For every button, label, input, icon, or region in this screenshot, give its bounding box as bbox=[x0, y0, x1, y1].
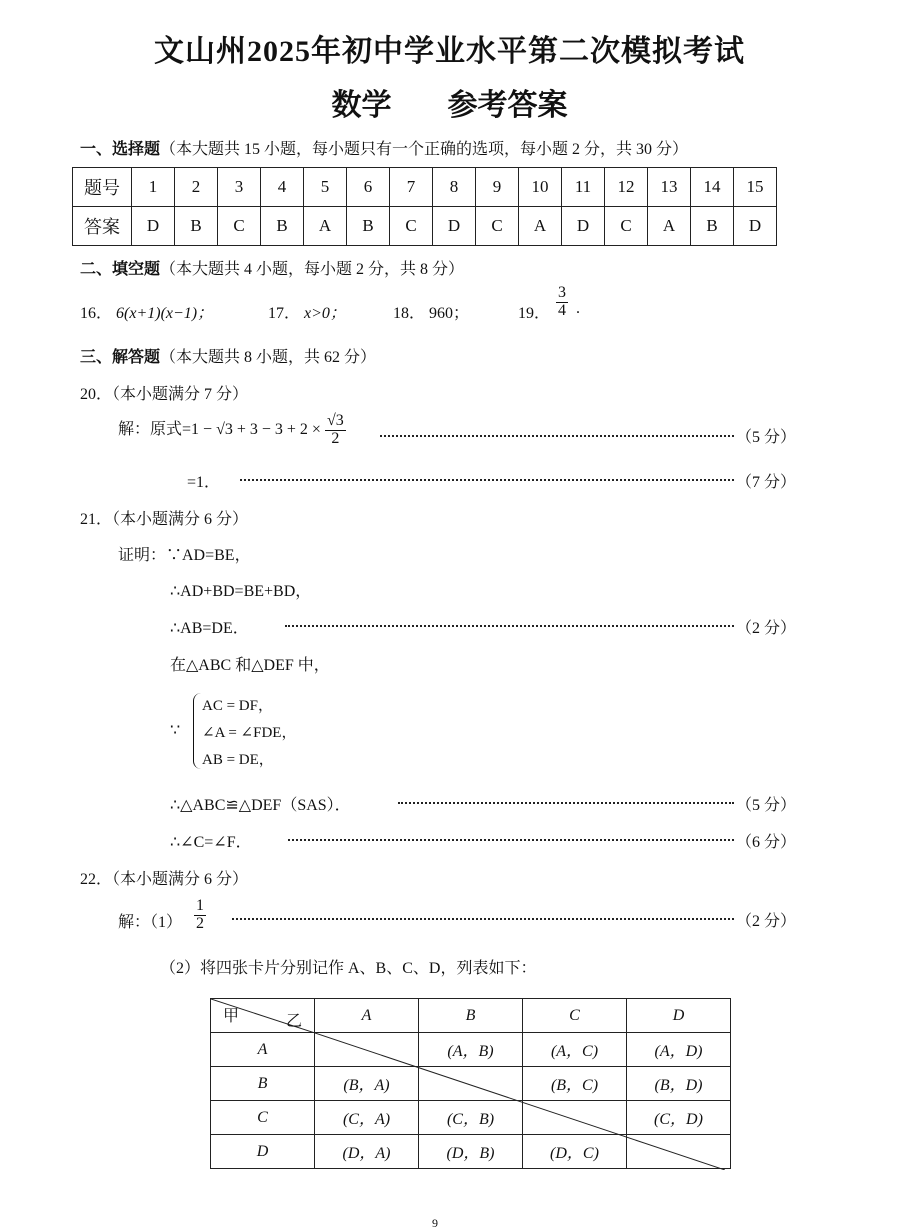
corner-row-header: 甲 bbox=[223, 1008, 240, 1025]
q18-number: 18． bbox=[393, 305, 426, 322]
dotted-leader bbox=[232, 918, 734, 920]
q17-value: x>0； bbox=[304, 305, 346, 322]
section-3-note: （本大题共 8 小题，共 62 分） bbox=[160, 349, 377, 366]
section-1-note: （本大题共 15 小题，每小题只有一个正确的选项，每小题 2 分，共 30 分） bbox=[160, 141, 689, 158]
column-header: A bbox=[315, 999, 419, 1033]
table-cell: (B，C) bbox=[523, 1067, 627, 1101]
table-row bbox=[73, 207, 777, 246]
q19-fraction bbox=[556, 285, 568, 320]
question-number: 13 bbox=[648, 168, 691, 207]
question-number: 8 bbox=[433, 168, 476, 207]
q22-part1-label: 解：（1） bbox=[118, 914, 183, 931]
section-2-heading bbox=[80, 256, 464, 279]
fraction-denominator: 2 bbox=[196, 914, 204, 932]
dotted-leader bbox=[288, 839, 734, 841]
because-symbol: ∵ bbox=[170, 722, 181, 739]
answer-cell: A bbox=[648, 207, 691, 246]
q20-title: 20．（本小题满分 7 分） bbox=[80, 386, 249, 403]
table-cell: (A，C) bbox=[523, 1033, 627, 1067]
answer-cell: D bbox=[562, 207, 605, 246]
q22-title: 22．（本小题满分 6 分） bbox=[80, 871, 249, 888]
answer-cell: B bbox=[261, 207, 304, 246]
section-3-heading bbox=[80, 344, 376, 367]
section-2-note: （本大题共 4 小题，每小题 2 分，共 8 分） bbox=[160, 261, 465, 278]
question-number: 5 bbox=[304, 168, 347, 207]
answer-cell: A bbox=[519, 207, 562, 246]
question-number: 6 bbox=[347, 168, 390, 207]
corner-cell bbox=[211, 999, 315, 1033]
table-cell: (D，C) bbox=[523, 1135, 627, 1169]
system-line-3: AB = DE， bbox=[202, 752, 274, 768]
page-title: 文山州2025年初中学业水平第二次模拟考试 bbox=[154, 35, 745, 68]
score-label: （7 分） bbox=[736, 474, 797, 491]
score-label: （2 分） bbox=[736, 913, 797, 930]
question-number: 7 bbox=[390, 168, 433, 207]
column-header: B bbox=[419, 999, 523, 1033]
section-2-title: 二、填空题 bbox=[80, 261, 161, 278]
table-cell: (B，A) bbox=[315, 1067, 419, 1101]
row-label-answer: 答案 bbox=[73, 207, 132, 246]
table-cell: (C，A) bbox=[315, 1101, 419, 1135]
question-number: 9 bbox=[476, 168, 519, 207]
fraction-numerator: 1 bbox=[196, 897, 204, 914]
q18-value: 960； bbox=[429, 305, 470, 322]
table-cell: (D，A) bbox=[315, 1135, 419, 1169]
brace bbox=[193, 693, 202, 769]
section-3-title: 三、解答题 bbox=[80, 349, 161, 366]
q21-line1: 证明：∵AD=BE， bbox=[118, 547, 251, 564]
question-number: 15 bbox=[734, 168, 777, 207]
column-header: C bbox=[523, 999, 627, 1033]
row-label-number: 题号 bbox=[73, 168, 132, 207]
page-number: 9 bbox=[432, 1216, 438, 1230]
q17-number: 17． bbox=[268, 305, 301, 322]
answer-cell: B bbox=[347, 207, 390, 246]
table-cell: (C，D) bbox=[627, 1101, 731, 1135]
question-number: 2 bbox=[175, 168, 218, 207]
q20-line2: =1． bbox=[187, 474, 221, 491]
answer-cell: C bbox=[476, 207, 519, 246]
choice-answer-table bbox=[72, 167, 777, 246]
dotted-leader bbox=[398, 802, 734, 804]
q16-value: 6(x+1)(x−1)； bbox=[116, 305, 214, 322]
table-cell: (D，B) bbox=[419, 1135, 523, 1169]
column-header: D bbox=[627, 999, 731, 1033]
q21-line5: ∴△ABC≌△DEF（SAS）． bbox=[170, 797, 351, 814]
q16-answer bbox=[80, 300, 213, 323]
table-cell: (C，B) bbox=[419, 1101, 523, 1135]
table-cell: (B，D) bbox=[627, 1067, 731, 1101]
q21-line3: ∴AB=DE． bbox=[170, 620, 249, 637]
row-header: D bbox=[211, 1135, 315, 1169]
answer-cell: C bbox=[390, 207, 433, 246]
question-number: 11 bbox=[562, 168, 605, 207]
answer-cell: C bbox=[605, 207, 648, 246]
table-cell: (A，B) bbox=[419, 1033, 523, 1067]
q20-fraction bbox=[325, 413, 346, 448]
row-header: A bbox=[211, 1033, 315, 1067]
q19-number: 19． bbox=[518, 305, 551, 322]
question-number: 3 bbox=[218, 168, 261, 207]
fraction-denominator: 4 bbox=[558, 301, 566, 319]
q20-line1 bbox=[118, 413, 346, 448]
dotted-leader bbox=[285, 625, 734, 627]
table-row bbox=[73, 168, 777, 207]
q17-answer bbox=[268, 300, 346, 323]
answer-cell: D bbox=[734, 207, 777, 246]
question-number: 1 bbox=[132, 168, 175, 207]
q21-line4: 在△ABC 和△DEF 中， bbox=[170, 657, 330, 674]
q18-answer bbox=[393, 300, 469, 323]
q22-part1-fraction bbox=[194, 898, 206, 933]
q20-sqrt: √3 bbox=[216, 420, 233, 438]
dotted-leader bbox=[380, 435, 734, 437]
question-number: 14 bbox=[691, 168, 734, 207]
q20-expr-mid: + 3 − 3 + 2 × bbox=[232, 420, 325, 438]
dotted-leader bbox=[240, 479, 734, 481]
corner-col-header: 乙 bbox=[285, 1013, 302, 1030]
fraction bbox=[556, 285, 568, 320]
answer-cell: A bbox=[304, 207, 347, 246]
q20-expr-start: 解：原式=1 − bbox=[118, 420, 217, 438]
fraction-denominator: 2 bbox=[331, 429, 340, 447]
answer-cell: B bbox=[175, 207, 218, 246]
section-1-heading bbox=[80, 136, 688, 159]
system-line-2: ∠A = ∠FDE， bbox=[202, 725, 297, 741]
question-number: 10 bbox=[519, 168, 562, 207]
section-1-title: 一、选择题 bbox=[80, 141, 161, 158]
q16-number: 16． bbox=[80, 305, 113, 322]
score-label: （5 分） bbox=[736, 797, 797, 814]
q21-line2: ∴AD+BD=BE+BD， bbox=[170, 583, 312, 600]
answer-cell: D bbox=[433, 207, 476, 246]
row-header: C bbox=[211, 1101, 315, 1135]
answer-cell: C bbox=[218, 207, 261, 246]
question-number: 12 bbox=[605, 168, 648, 207]
subject-label: 数学 bbox=[331, 89, 392, 122]
row-header: B bbox=[211, 1067, 315, 1101]
table-row bbox=[211, 999, 731, 1033]
q21-line6: ∴∠C=∠F． bbox=[170, 834, 252, 851]
table-diagonal-line bbox=[315, 1033, 725, 1170]
page-subtitle bbox=[0, 80, 899, 124]
fraction-numerator: 3 bbox=[558, 284, 566, 301]
answer-cell: D bbox=[132, 207, 175, 246]
score-label: （5 分） bbox=[736, 429, 797, 446]
question-number: 4 bbox=[261, 168, 304, 207]
q22-part2: （2）将四张卡片分别记作 A、B、C、D，列表如下： bbox=[160, 960, 537, 977]
table-cell: (A，D) bbox=[627, 1033, 731, 1067]
system-line-1: AC = DF， bbox=[202, 698, 273, 714]
answer-cell: B bbox=[691, 207, 734, 246]
q19-end: . bbox=[576, 300, 580, 317]
q21-title: 21．（本小题满分 6 分） bbox=[80, 511, 249, 528]
answer-key-label: 参考答案 bbox=[447, 89, 568, 122]
fraction bbox=[194, 898, 206, 933]
fraction-numerator: √3 bbox=[326, 412, 344, 429]
score-label: （6 分） bbox=[736, 834, 797, 851]
score-label: （2 分） bbox=[736, 620, 797, 637]
